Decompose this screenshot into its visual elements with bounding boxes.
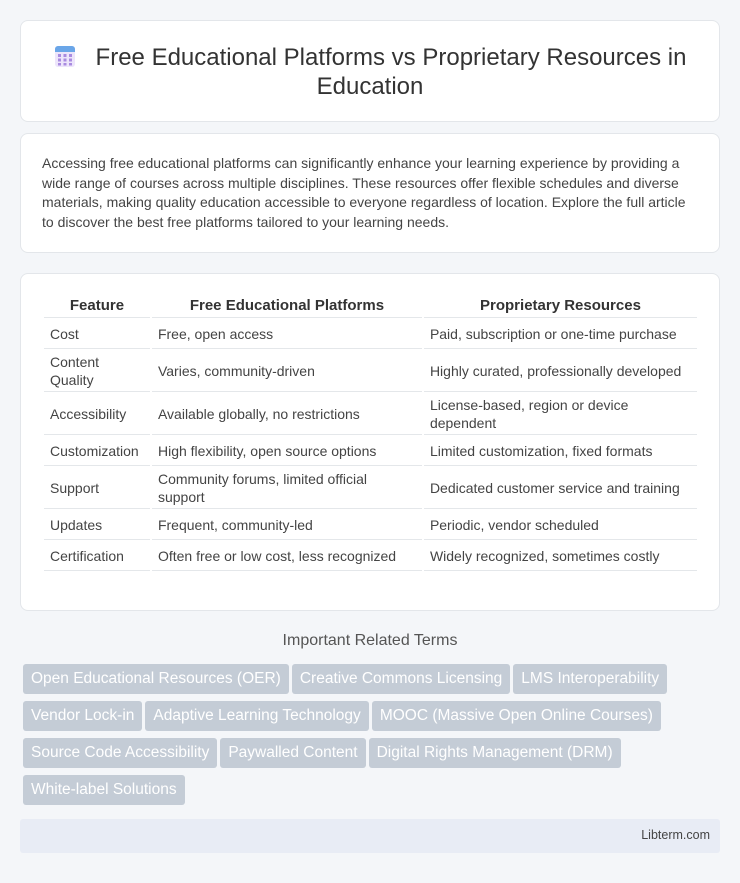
free-cell: Frequent, community-led xyxy=(152,511,422,540)
proprietary-cell: Paid, subscription or one-time purchase xyxy=(424,320,697,349)
feature-cell: Content Quality xyxy=(44,351,150,392)
tag-row xyxy=(23,738,723,775)
tag-source-code-accessibility[interactable]: Source Code Accessibility xyxy=(23,738,217,768)
tag-adaptive-learning[interactable]: Adaptive Learning Technology xyxy=(145,701,368,731)
title-card xyxy=(20,20,720,122)
table-header-row xyxy=(44,294,697,318)
table-row xyxy=(44,437,697,466)
free-cell: Free, open access xyxy=(152,320,422,349)
feature-cell: Customization xyxy=(44,437,150,466)
proprietary-cell: Dedicated customer service and training xyxy=(424,468,697,509)
proprietary-cell: Periodic, vendor scheduled xyxy=(424,511,697,540)
page-title-wrap xyxy=(21,43,719,101)
free-cell: Community forums, limited official support xyxy=(152,468,422,509)
free-cell: Varies, community-driven xyxy=(152,351,422,392)
tag-drm[interactable]: Digital Rights Management (DRM) xyxy=(369,738,621,768)
related-terms-tags xyxy=(23,664,723,812)
free-cell: Often free or low cost, less recognized xyxy=(152,542,422,571)
intro-paragraph: Accessing free educational platforms can significantly enhance your learning experience by providing a wide range of courses across multiple disciplines. These resources offer flexible schedules and diverse materials, making quality education accessible to everyone regardless of location. Explore the full article to discover the best free platforms tailored to your learning needs. xyxy=(42,155,686,230)
footer xyxy=(20,819,720,853)
tag-lms-interoperability[interactable]: LMS Interoperability xyxy=(513,664,667,694)
tag-paywalled-content[interactable]: Paywalled Content xyxy=(220,738,365,768)
table-row xyxy=(44,394,697,435)
table-row xyxy=(44,511,697,540)
tag-creative-commons[interactable]: Creative Commons Licensing xyxy=(292,664,510,694)
tag-row xyxy=(23,775,723,812)
header-free-platforms: Free Educational Platforms xyxy=(152,294,422,318)
tag-white-label[interactable]: White-label Solutions xyxy=(23,775,185,805)
proprietary-cell: Widely recognized, sometimes costly xyxy=(424,542,697,571)
tag-row xyxy=(23,701,723,738)
tag-row xyxy=(23,664,723,701)
tag-vendor-lock-in[interactable]: Vendor Lock-in xyxy=(23,701,142,731)
table-row xyxy=(44,351,697,392)
feature-cell: Cost xyxy=(44,320,150,349)
free-cell: High flexibility, open source options xyxy=(152,437,422,466)
proprietary-cell: Limited customization, fixed formats xyxy=(424,437,697,466)
footer-brand[interactable]: Libterm.com xyxy=(641,828,710,842)
free-cell: Available globally, no restrictions xyxy=(152,394,422,435)
comparison-table-card xyxy=(20,273,720,611)
calendar-grid-icon xyxy=(54,44,76,68)
proprietary-cell: License-based, region or device dependent xyxy=(424,394,697,435)
feature-cell: Updates xyxy=(44,511,150,540)
feature-cell: Support xyxy=(44,468,150,509)
tag-mooc[interactable]: MOOC (Massive Open Online Courses) xyxy=(372,701,661,731)
table-row xyxy=(44,320,697,349)
page-title: Free Educational Platforms vs Proprietary Resources in Education xyxy=(95,44,687,100)
header-feature: Feature xyxy=(44,294,150,318)
feature-cell: Accessibility xyxy=(44,394,150,435)
header-proprietary: Proprietary Resources xyxy=(424,294,697,318)
table-row xyxy=(44,542,697,571)
comparison-table xyxy=(42,292,699,573)
proprietary-cell: Highly curated, professionally developed xyxy=(424,351,697,392)
table-row xyxy=(44,468,697,509)
related-terms-heading: Important Related Terms xyxy=(282,632,458,649)
tag-oer[interactable]: Open Educational Resources (OER) xyxy=(23,664,289,694)
feature-cell: Certification xyxy=(44,542,150,571)
intro-card xyxy=(20,133,720,253)
